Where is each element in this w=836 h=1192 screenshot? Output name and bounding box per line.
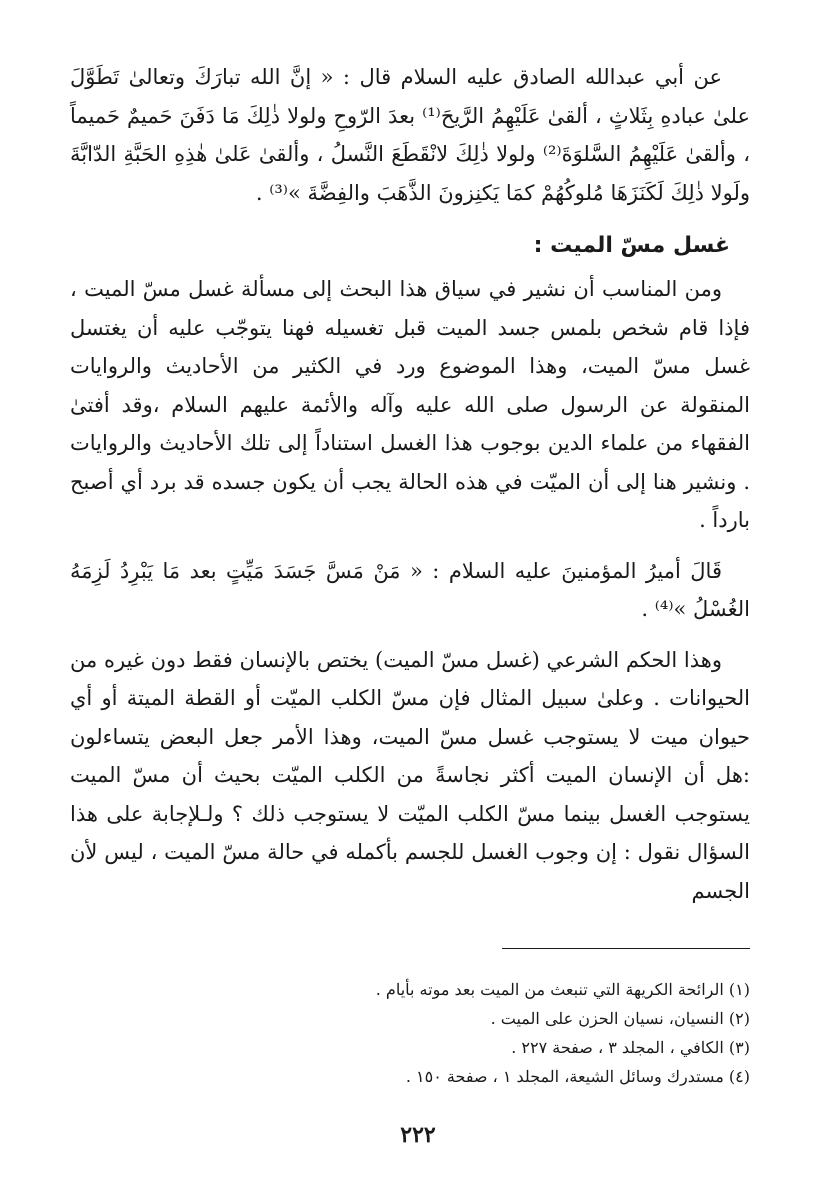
- quote-paragraph: قَالَ أميرُ المؤمنينَ عليه السلام : « مَنْ مَسَّ جَسَدَ مَيِّتٍ بعد مَا يَبْرِدُ لَزِمَهُ الغُسْلُ »⁽⁴⁾ .: [70, 558, 750, 621]
- body-paragraph-2: وهذا الحكم الشرعي (غسل مسّ الميت) يختص بالإنسان فقط دون غيره من الحيوانات . وعلىٰ سبيل المثال فإن مسّ الكلب الميّت أو القطة الميتة أو أي حيوان ميت لا يستوجب غسل مسّ الميت، وهذا الأمر جعل البعض يتساءلون :هل أن الإنسان الميت أكثر نجاسةً من الكلب الميّت بحيث أن مسّ الميت يستوجب الغسل بينما مسّ الكلب الميّت لا يستوجب ذلك ؟ ولـلإجابة على هذا السؤال نقول : إن وجوب الغسل للجسم بأكمله في حالة مسّ الميت ، ليس لأن الجسم: [70, 647, 750, 903]
- footnote-item: (٢) النسيان، نسيان الحزن على الميت .: [490, 1009, 750, 1028]
- intro-hadith-paragraph: عن أبي عبدالله الصادق عليه السلام قال : « إنَّ الله تبارَكَ وتعالىٰ تَطَوَّلَ علىٰ عبادهِ بِثَلاثٍ ، ألقىٰ عَلَيْهِمُ الرَّيحَ⁽¹⁾ بعدَ الرّوحِ ولولا ذٰلِكَ مَا دَفَنَ حَميمٌ حَميماً ، وألقىٰ عَلَيْهِمُ السَّلوَةَ⁽²⁾ ولولا ذٰلِكَ لانْقَطَعَ النَّسلُ ، وألقىٰ عَلىٰ هٰذِهِ الحَبَّةِ الدّابَّةَ ولَولا ذٰلِكَ لَكَنَزَهَا مُلوكُهُمْ كمَا يَكنِزونَ الذَّهَبَ والفِضَّةَ »⁽³⁾ .: [70, 65, 750, 205]
- body-paragraph-1: ومن المناسب أن نشير في سياق هذا البحث إلى مسألة غسل مسّ الميت ، فإذا قام شخص بلمس جسد الميت قبل تغسيله فهنا يتوجّب عليه أن يغتسل غسل مسّ الميت، وهذا الموضوع ورد في الكثير من الأحاديث والروايات المنقولة عن الرسول صلى الله عليه وآله والأئمة عليهم السلام ،وقد أفتىٰ الفقهاء من علماء الدين بوجوب هذا الغسل استناداً إلى تلك الأحاديث والروايات . ونشير هنا إلى أن الميّت في هذه الحالة يجب أن يكون جسده قد برد أي أصبح بارداً .: [70, 277, 750, 532]
- section-heading: غسل مسّ الميت :: [533, 233, 730, 258]
- footnote-item: (١) الرائحة الكريهة التي تنبعث من الميت بعد موته بأيام .: [375, 980, 750, 999]
- page-body: [70, 58, 750, 1091]
- footnotes: [70, 975, 750, 1091]
- page-number: ٢٢٢: [400, 1122, 436, 1148]
- spacer: [70, 540, 750, 552]
- footnote-item: (٣) الكافي ، المجلد ٣ ، صفحة ٢٢٧ .: [511, 1038, 750, 1057]
- footnote-separator: [502, 948, 750, 949]
- spacer: [70, 629, 750, 641]
- spacer: [70, 212, 750, 220]
- footnote-item: (٤) مستدرك وسائل الشيعة، المجلد ١ ، صفحة ١٥٠ .: [405, 1067, 750, 1086]
